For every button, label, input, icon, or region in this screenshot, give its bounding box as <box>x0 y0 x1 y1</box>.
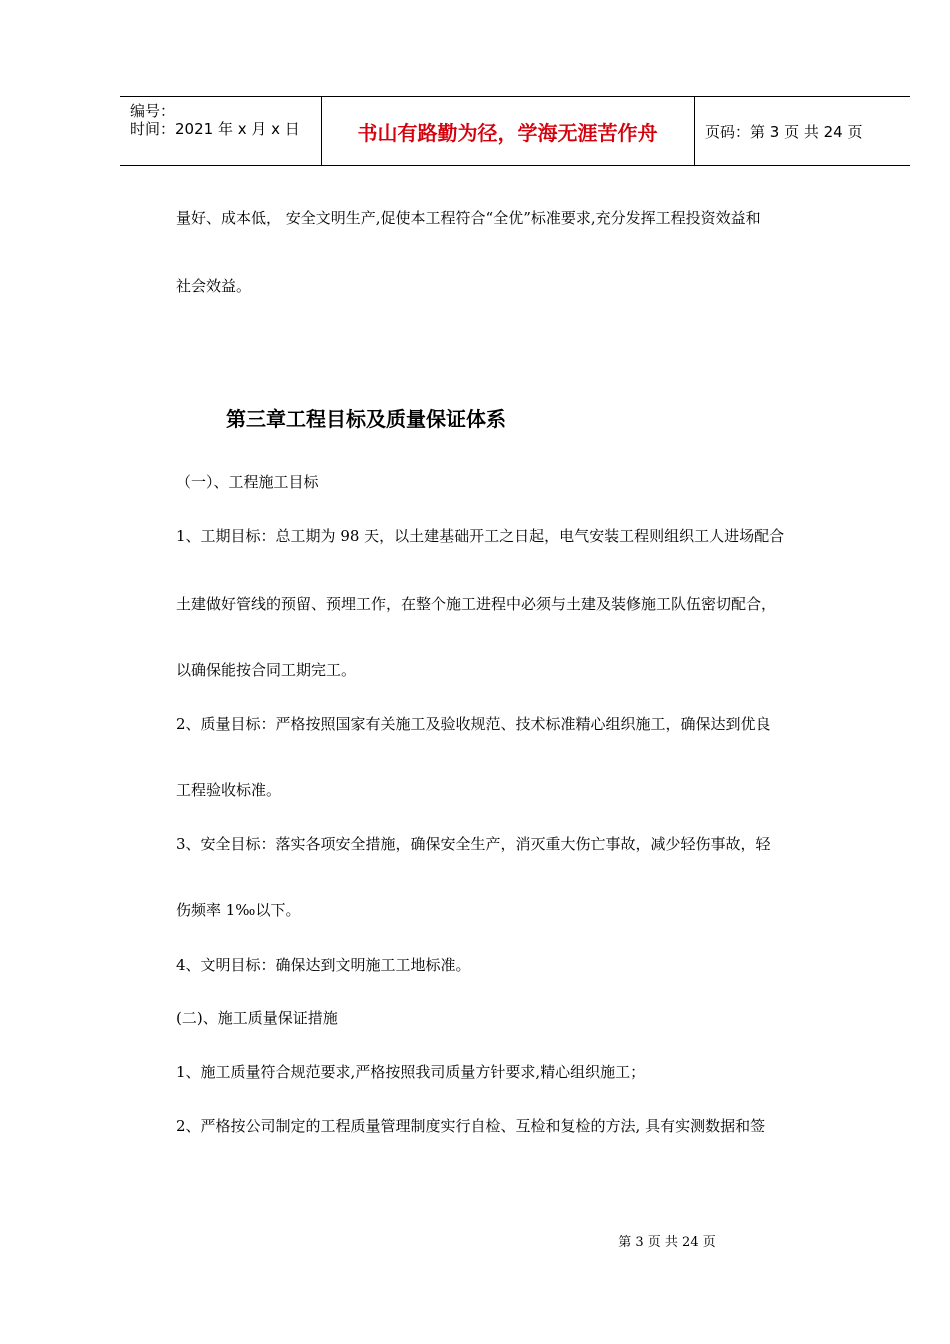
chapter-title: 第三章工程目标及质量保证体系 <box>226 407 506 431</box>
paragraph-line: 量好、成本低， 安全文明生产,促使本工程符合“全优”标准要求,充分发挥工程投资效益和 <box>176 209 761 227</box>
list-item: 工程验收标准。 <box>176 781 282 799</box>
paragraph-line: 社会效益。 <box>176 277 252 295</box>
list-item: 1、施工质量符合规范要求,严格按照我司质量方针要求,精心组织施工； <box>176 1063 646 1081</box>
list-item: 3、安全目标：落实各项安全措施，确保安全生产，消灭重大伤亡事故，减少轻伤事故，轻 <box>176 835 771 853</box>
list-item: 2、质量目标：严格按照国家有关施工及验收规范、技术标准精心组织施工，确保达到优良 <box>176 715 771 733</box>
header-motto: 书山有路勤为径，学海无涯苦作舟 <box>357 120 658 145</box>
document-header <box>120 96 910 166</box>
header-divider <box>694 97 695 165</box>
page-footer <box>0 1231 950 1250</box>
list-item: 伤频率 1‰以下。 <box>176 901 301 919</box>
list-item: 以确保能按合同工期完工。 <box>176 661 357 679</box>
header-page-info: 页码：第 3 页 共 24 页 <box>705 122 863 141</box>
list-item: 2、严格按公司制定的工程质量管理制度实行自检、互检和复检的方法, 具有实测数据和签 <box>176 1117 766 1135</box>
header-meta <box>130 97 320 165</box>
section-heading: (二)、施工质量保证措施 <box>176 1009 338 1027</box>
list-item: 土建做好管线的预留、预埋工作，在整个施工进程中必须与土建及装修施工队伍密切配合， <box>176 595 777 613</box>
serial-number-label: 编号： <box>130 102 176 120</box>
list-item: 4、文明目标：确保达到文明施工工地标准。 <box>176 956 471 974</box>
list-item: 1、工期目标：总工期为 98 天，以土建基础开工之日起，电气安装工程则组织工人进场配合 <box>176 527 785 545</box>
date-label: 时间：2021 年 x 月 x 日 <box>130 120 300 138</box>
section-heading: （一）、工程施工目标 <box>176 473 319 491</box>
footer-page-number: 第 3 页 共 24 页 <box>618 1235 716 1250</box>
